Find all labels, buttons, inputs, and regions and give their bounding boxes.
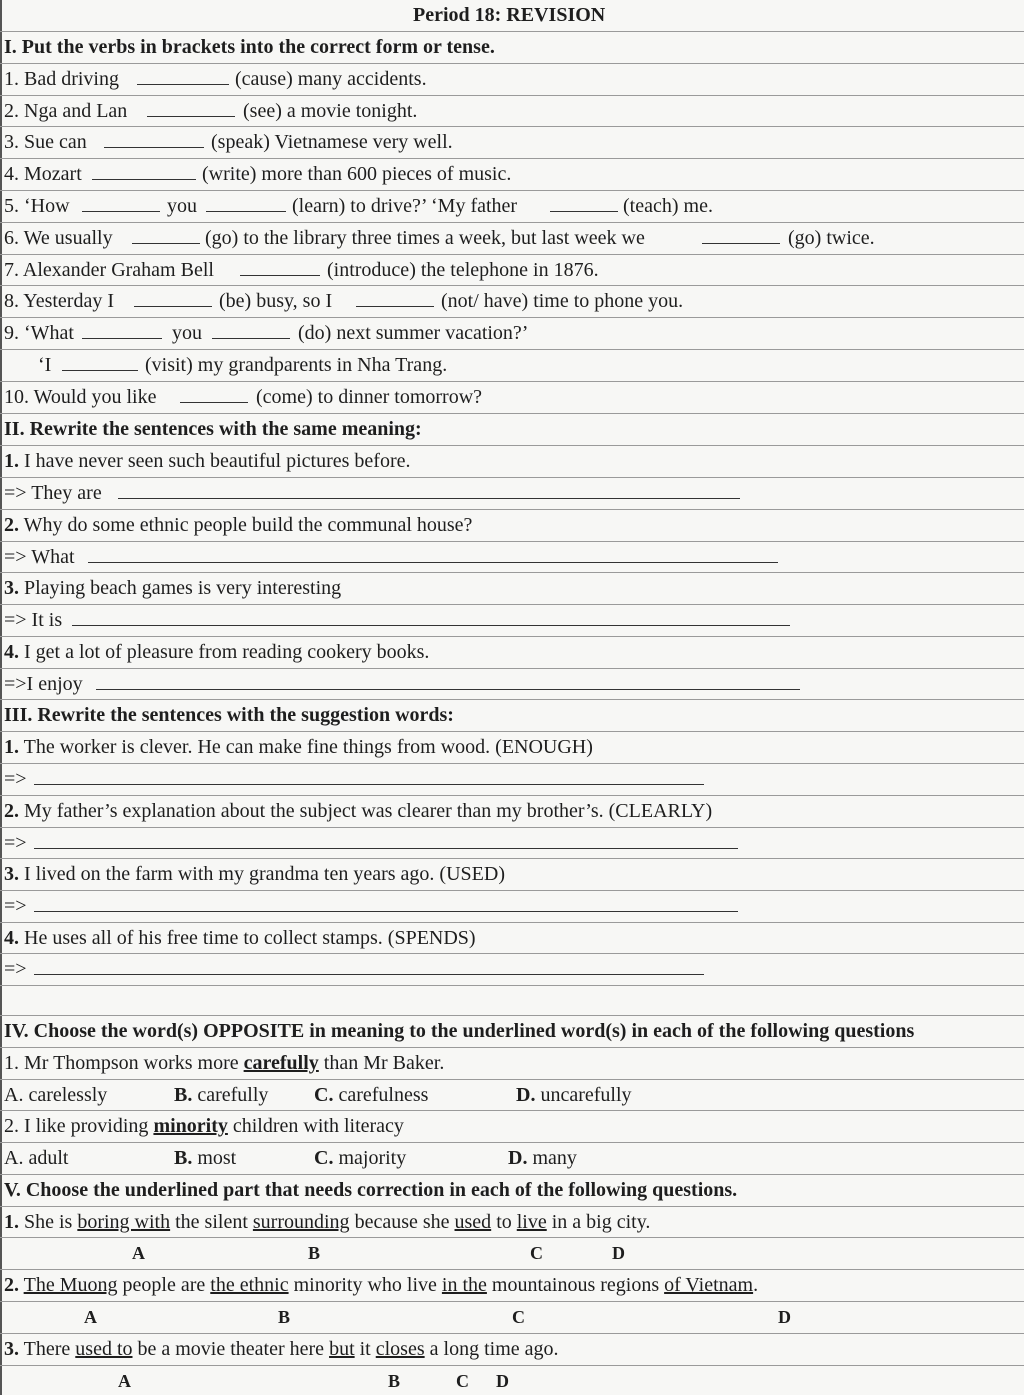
q-text: He uses all of his free time to collect stamps. (SPENDS) bbox=[19, 927, 476, 949]
q-number: 1. bbox=[4, 1211, 19, 1233]
part2-a1 bbox=[0, 478, 1024, 510]
q-text: (visit) my grandparents in Nha Trang. bbox=[145, 354, 448, 376]
q-number: 2. bbox=[4, 514, 19, 536]
part1-q6 bbox=[0, 223, 1024, 255]
underlined-part-d[interactable]: of Vietnam bbox=[664, 1274, 754, 1296]
part3-a3 bbox=[0, 891, 1024, 923]
option-d[interactable] bbox=[516, 1080, 632, 1110]
part5-q1-letters bbox=[0, 1238, 1024, 1270]
part1-q9-answer bbox=[0, 350, 1024, 382]
answer-blank[interactable] bbox=[206, 191, 286, 212]
part5-q2 bbox=[0, 1270, 1024, 1302]
option-letter: B. bbox=[174, 1147, 193, 1169]
q-text: ‘I bbox=[38, 354, 52, 376]
option-letter: D. bbox=[516, 1084, 536, 1106]
part1-q1 bbox=[0, 64, 1024, 96]
q-number: 3. bbox=[4, 1338, 19, 1360]
underlined-part-a[interactable]: The Muong bbox=[23, 1274, 118, 1296]
q-text: 6. We usually bbox=[4, 227, 113, 249]
letter-d: D bbox=[496, 1371, 509, 1391]
underlined-part-c[interactable]: in the bbox=[441, 1274, 487, 1296]
part4-heading-row bbox=[0, 1016, 1024, 1048]
q-text: Playing beach games is very interesting bbox=[19, 577, 342, 599]
answer-blank[interactable] bbox=[62, 350, 138, 371]
answer-blank[interactable] bbox=[702, 223, 780, 244]
q-text: . bbox=[753, 1274, 759, 1296]
option-b[interactable] bbox=[174, 1080, 268, 1110]
part5-q2-letters bbox=[0, 1302, 1024, 1334]
answer-prompt: => bbox=[4, 832, 27, 854]
answer-line[interactable] bbox=[34, 954, 704, 975]
option-c[interactable] bbox=[314, 1080, 428, 1110]
option-letter: C. bbox=[314, 1147, 334, 1169]
answer-blank[interactable] bbox=[240, 255, 320, 276]
q-text: Why do some ethnic people build the communal house? bbox=[19, 514, 473, 536]
letter-d: D bbox=[778, 1307, 791, 1327]
underlined-part-d[interactable]: live bbox=[516, 1211, 547, 1233]
answer-blank[interactable] bbox=[132, 223, 200, 244]
q-text: (cause) many accidents. bbox=[235, 68, 427, 90]
answer-prompt: => What bbox=[4, 546, 75, 568]
option-text: carefulness bbox=[333, 1084, 429, 1106]
q-text: I get a lot of pleasure from reading cookery books. bbox=[19, 641, 430, 663]
part1-q9 bbox=[0, 318, 1024, 350]
option-text: most bbox=[192, 1147, 237, 1169]
q-text: 1. Mr Thompson works more bbox=[4, 1052, 244, 1074]
answer-prompt: => bbox=[4, 895, 27, 917]
letter-b: B bbox=[388, 1371, 401, 1391]
option-a[interactable]: A. adult bbox=[4, 1147, 69, 1169]
underlined-part-a[interactable]: used to bbox=[75, 1338, 133, 1360]
answer-blank[interactable] bbox=[82, 191, 160, 212]
option-letter: C. bbox=[314, 1084, 334, 1106]
part1-heading-row bbox=[0, 32, 1024, 64]
answer-blank[interactable] bbox=[92, 159, 196, 180]
q-text: people are bbox=[117, 1274, 211, 1296]
option-text: uncarefully bbox=[535, 1084, 632, 1106]
answer-line[interactable] bbox=[88, 542, 778, 563]
q-text: it bbox=[354, 1338, 376, 1360]
part1-q8 bbox=[0, 286, 1024, 318]
q-number: 1. bbox=[4, 736, 19, 758]
option-text: carefully bbox=[192, 1084, 269, 1106]
part5-q3 bbox=[0, 1334, 1024, 1366]
q-text: 7. Alexander Graham Bell bbox=[4, 259, 214, 281]
q-text: (go) twice. bbox=[788, 227, 875, 249]
part3-a4 bbox=[0, 954, 1024, 986]
answer-blank[interactable] bbox=[82, 318, 162, 339]
q-text: you bbox=[172, 322, 202, 344]
empty-row bbox=[0, 986, 1024, 1016]
q-text: (go) to the library three times a week, but last week we bbox=[205, 227, 645, 249]
letter-c: C bbox=[456, 1371, 469, 1391]
option-d[interactable] bbox=[508, 1143, 577, 1173]
letter-a: A bbox=[132, 1243, 145, 1263]
part3-heading-row bbox=[0, 700, 1024, 732]
option-a[interactable]: A. carelessly bbox=[4, 1084, 108, 1106]
part5-q1 bbox=[0, 1207, 1024, 1238]
q-text: 1. Bad driving bbox=[4, 68, 119, 90]
part1-q2 bbox=[0, 96, 1024, 127]
part1-q4 bbox=[0, 159, 1024, 191]
answer-line[interactable] bbox=[72, 605, 790, 626]
answer-blank[interactable] bbox=[147, 96, 235, 117]
q-text: 5. ‘How bbox=[4, 195, 70, 217]
answer-prompt: => bbox=[4, 768, 27, 790]
q-text: (see) a movie tonight. bbox=[243, 100, 418, 122]
q-text: to bbox=[491, 1211, 517, 1233]
part1-q10 bbox=[0, 382, 1024, 414]
q-text: 2. I like providing bbox=[4, 1115, 154, 1137]
q-text: (introduce) the telephone in 1876. bbox=[327, 259, 599, 281]
q-text: (do) next summer vacation?’ bbox=[298, 322, 529, 344]
q-text: 2. Nga and Lan bbox=[4, 100, 128, 122]
letter-a: A bbox=[118, 1371, 131, 1391]
q-number: 2. bbox=[4, 800, 19, 822]
option-letter: B. bbox=[174, 1084, 193, 1106]
q-number: 4. bbox=[4, 641, 19, 663]
q-text: because she bbox=[349, 1211, 455, 1233]
letter-b: B bbox=[308, 1243, 321, 1263]
q-text: than Mr Baker. bbox=[318, 1052, 445, 1074]
underlined-part-c[interactable]: closes bbox=[375, 1338, 425, 1360]
option-c[interactable] bbox=[314, 1143, 406, 1173]
q-number: 2. bbox=[4, 1274, 19, 1296]
q-text: you bbox=[167, 195, 197, 217]
answer-prompt: =>I enjoy bbox=[4, 673, 83, 695]
answer-line[interactable] bbox=[34, 828, 738, 849]
answer-blank[interactable] bbox=[356, 286, 434, 307]
q-text: 10. Would you like bbox=[4, 386, 157, 408]
underlined-part-b[interactable]: the ethnic bbox=[210, 1274, 289, 1296]
option-text: majority bbox=[333, 1147, 407, 1169]
answer-prompt: => It is bbox=[4, 609, 63, 631]
q-text: in a big city. bbox=[546, 1211, 651, 1233]
q-text: (not/ have) time to phone you. bbox=[441, 290, 684, 312]
part1-heading: I. Put the verbs in brackets into the correct form or tense. bbox=[4, 36, 495, 58]
answer-line[interactable] bbox=[34, 891, 738, 912]
part3-q4 bbox=[0, 923, 1024, 954]
q-text: There bbox=[19, 1338, 76, 1360]
answer-line[interactable] bbox=[34, 764, 704, 785]
answer-line[interactable] bbox=[118, 478, 740, 499]
part3-heading: III. Rewrite the sentences with the suggestion words: bbox=[4, 704, 454, 726]
underlined-word: carefully bbox=[243, 1052, 319, 1074]
part2-q1 bbox=[0, 446, 1024, 478]
part3-q1 bbox=[0, 732, 1024, 764]
page-title: Period 18: REVISION bbox=[413, 4, 606, 26]
option-letter: D. bbox=[508, 1147, 528, 1169]
q-text: 3. Sue can bbox=[4, 131, 87, 153]
answer-line[interactable] bbox=[96, 669, 800, 690]
q-number: 3. bbox=[4, 577, 19, 599]
part5-heading: V. Choose the underlined part that needs correction in each of the following questions. bbox=[4, 1179, 738, 1201]
part2-heading-row bbox=[0, 414, 1024, 446]
part2-q3 bbox=[0, 573, 1024, 605]
part3-q2 bbox=[0, 796, 1024, 828]
q-text: She is bbox=[19, 1211, 78, 1233]
option-b[interactable] bbox=[174, 1143, 236, 1173]
part2-heading: II. Rewrite the sentences with the same meaning: bbox=[4, 418, 422, 440]
q-text: (teach) me. bbox=[623, 195, 713, 217]
answer-blank[interactable] bbox=[137, 64, 229, 85]
q-text: (learn) to drive?’ ‘My father bbox=[292, 195, 518, 217]
q-text: children with literacy bbox=[227, 1115, 404, 1137]
answer-prompt: => bbox=[4, 958, 27, 980]
q-text: I lived on the farm with my grandma ten years ago. (USED) bbox=[19, 863, 505, 885]
letter-b: B bbox=[278, 1307, 291, 1327]
answer-prompt: => They are bbox=[4, 482, 102, 504]
q-number: 4. bbox=[4, 927, 19, 949]
part4-q1 bbox=[0, 1048, 1024, 1080]
answer-blank[interactable] bbox=[180, 382, 248, 403]
q-text: (be) busy, so I bbox=[219, 290, 333, 312]
part3-q3 bbox=[0, 859, 1024, 891]
q-text: a long time ago. bbox=[424, 1338, 559, 1360]
answer-blank[interactable] bbox=[134, 286, 212, 307]
q-text: I have never seen such beautiful pictures before. bbox=[19, 450, 411, 472]
q-text: be a movie theater here bbox=[132, 1338, 330, 1360]
q-text: My father’s explanation about the subject was clearer than my brother’s. (CLEARLY) bbox=[19, 800, 713, 822]
answer-blank[interactable] bbox=[104, 127, 204, 148]
answer-blank[interactable] bbox=[550, 191, 618, 212]
letter-c: C bbox=[530, 1243, 543, 1263]
letter-d: D bbox=[612, 1243, 625, 1263]
q-text: (come) to dinner tomorrow? bbox=[256, 386, 483, 408]
option-text: many bbox=[527, 1147, 577, 1169]
q-text: 8. Yesterday I bbox=[4, 290, 114, 312]
underlined-part-a[interactable]: boring with bbox=[77, 1211, 171, 1233]
underlined-part-c[interactable]: used bbox=[454, 1211, 492, 1233]
part1-q7 bbox=[0, 255, 1024, 286]
part4-heading: IV. Choose the word(s) OPPOSITE in meaning to the underlined word(s) in each of the following questions bbox=[4, 1020, 915, 1042]
part4-q2 bbox=[0, 1111, 1024, 1143]
q-text: 9. ‘What bbox=[4, 322, 74, 344]
part2-a3 bbox=[0, 605, 1024, 637]
part2-a2 bbox=[0, 542, 1024, 573]
part3-a1 bbox=[0, 764, 1024, 796]
part3-a2 bbox=[0, 828, 1024, 859]
q-number: 3. bbox=[4, 863, 19, 885]
part2-q2 bbox=[0, 510, 1024, 542]
letter-a: A bbox=[84, 1307, 97, 1327]
title-row bbox=[0, 0, 1024, 32]
q-text: minority who live bbox=[288, 1274, 442, 1296]
letter-c: C bbox=[512, 1307, 525, 1327]
part1-q3 bbox=[0, 127, 1024, 159]
q-text: (speak) Vietnamese very well. bbox=[211, 131, 453, 153]
part4-q2-options bbox=[0, 1143, 1024, 1175]
part1-q5 bbox=[0, 191, 1024, 223]
underlined-part-b[interactable]: but bbox=[329, 1338, 355, 1360]
q-text: The worker is clever. He can make fine things from wood. (ENOUGH) bbox=[19, 736, 593, 758]
q-text: (write) more than 600 pieces of music. bbox=[202, 163, 512, 185]
part5-heading-row bbox=[0, 1175, 1024, 1207]
q-text: the silent bbox=[170, 1211, 253, 1233]
answer-blank[interactable] bbox=[212, 318, 290, 339]
q-number: 1. bbox=[4, 450, 19, 472]
underlined-word: minority bbox=[153, 1115, 228, 1137]
part2-q4 bbox=[0, 637, 1024, 669]
q-text: 4. Mozart bbox=[4, 163, 82, 185]
underlined-part-b[interactable]: surrounding bbox=[252, 1211, 350, 1233]
part2-a4 bbox=[0, 669, 1024, 700]
part5-q3-letters bbox=[0, 1366, 1024, 1395]
part4-q1-options bbox=[0, 1080, 1024, 1111]
q-text: mountainous regions bbox=[486, 1274, 665, 1296]
